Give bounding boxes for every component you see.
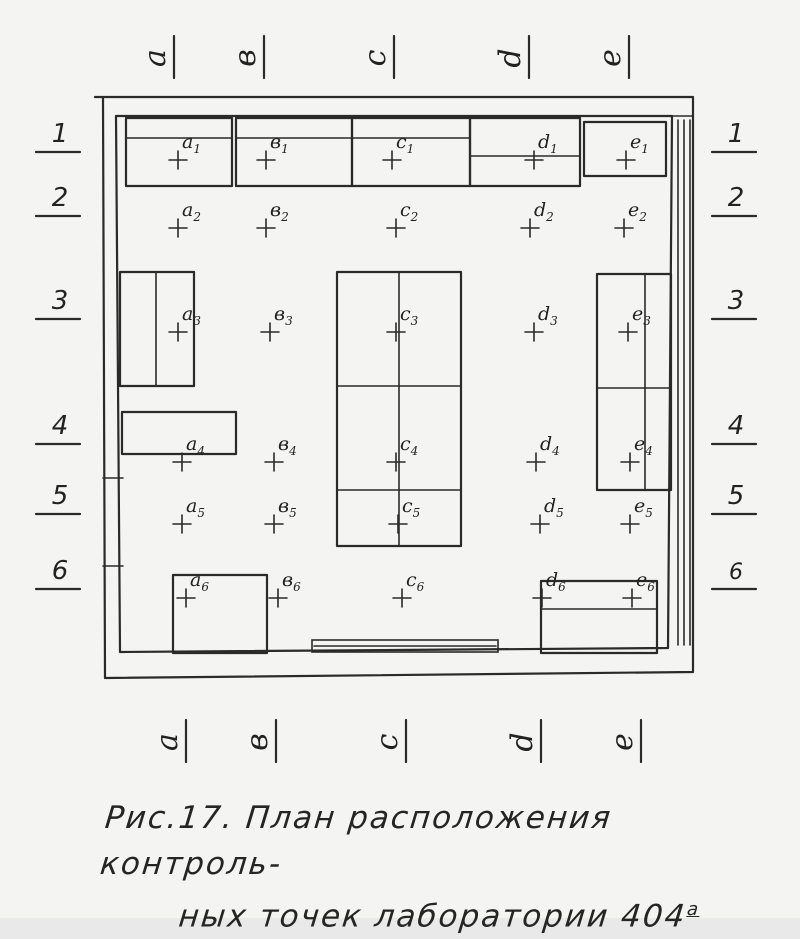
point-label xyxy=(274,303,293,328)
control-point-d3 xyxy=(525,303,558,341)
row-number-right-4 xyxy=(712,411,756,444)
cross-marker xyxy=(261,323,279,341)
point-label xyxy=(628,199,647,224)
cross-marker xyxy=(527,453,545,471)
control-point-a1 xyxy=(169,131,201,169)
cross-marker xyxy=(169,219,187,237)
point-label-index: 5 xyxy=(556,506,564,520)
row-number-left-6 xyxy=(36,556,80,589)
point-label-letter: c xyxy=(402,495,413,517)
point-label-index: 6 xyxy=(293,580,301,594)
point-label xyxy=(270,131,289,156)
point-label xyxy=(538,303,558,328)
point-label xyxy=(546,569,566,594)
point-label xyxy=(186,433,205,458)
point-label xyxy=(636,569,655,594)
control-point-c1 xyxy=(383,131,414,169)
axis-letter-text: a xyxy=(150,733,185,751)
control-point-в5 xyxy=(265,495,297,533)
cross-marker xyxy=(177,589,195,607)
point-label-letter: a xyxy=(186,433,198,455)
axis-letter-top-4 xyxy=(493,36,529,78)
axis-letters-top xyxy=(138,36,629,78)
cross-marker xyxy=(173,453,191,471)
row-number-text: 3 xyxy=(727,286,745,316)
row-number-text: 1 xyxy=(51,119,69,149)
point-label xyxy=(400,303,419,328)
point-label xyxy=(534,199,554,224)
point-label-index: 2 xyxy=(639,210,647,224)
caption-line-2-superscript: а xyxy=(685,899,702,920)
row-number-text: 2 xyxy=(51,183,69,213)
control-point-d4 xyxy=(527,433,560,471)
cross-marker xyxy=(173,515,191,533)
control-point-e6 xyxy=(623,569,655,607)
control-point-e4 xyxy=(621,433,653,471)
point-label xyxy=(270,199,289,224)
control-point-a3 xyxy=(169,303,201,341)
point-label-index: 6 xyxy=(201,580,209,594)
row-number-left-5 xyxy=(36,481,80,514)
point-label-letter: e xyxy=(636,569,648,591)
caption-line-2 xyxy=(92,887,757,939)
cross-marker xyxy=(169,151,187,169)
axis-letter-bottom-5 xyxy=(605,720,641,762)
point-label-index: 2 xyxy=(281,210,289,224)
cross-marker xyxy=(265,515,283,533)
point-label-index: 3 xyxy=(285,314,293,328)
point-label-index: 2 xyxy=(546,210,554,224)
point-label-letter: e xyxy=(630,131,642,153)
point-label-index: 1 xyxy=(641,142,649,156)
axis-letter-top-3 xyxy=(358,36,394,78)
point-label-index: 5 xyxy=(197,506,205,520)
point-label-letter: a xyxy=(190,569,202,591)
cross-marker xyxy=(257,219,275,237)
control-points xyxy=(169,131,655,607)
point-label-letter: c xyxy=(400,199,411,221)
cross-marker xyxy=(389,515,407,533)
cross-marker xyxy=(393,589,411,607)
caption-line-1: Рис.17. План расположения контроль- xyxy=(98,800,614,882)
point-label xyxy=(538,131,558,156)
row-number-text: 1 xyxy=(727,119,745,149)
point-label-letter: в xyxy=(282,569,294,591)
cross-marker xyxy=(533,589,551,607)
control-point-c3 xyxy=(387,303,419,341)
point-label xyxy=(190,569,209,594)
cross-marker xyxy=(521,219,539,237)
row-number-left-1 xyxy=(36,119,80,152)
point-label-letter: в xyxy=(274,303,286,325)
point-label xyxy=(396,131,414,156)
point-label xyxy=(632,303,651,328)
point-label-letter: d xyxy=(546,569,559,591)
point-label xyxy=(182,303,201,328)
row-number-right-2 xyxy=(712,183,756,216)
point-label xyxy=(540,433,560,458)
control-point-в4 xyxy=(265,433,297,471)
row-numbers-right xyxy=(712,119,756,589)
row-number-text: 2 xyxy=(727,183,745,213)
axis-letter-text: d xyxy=(505,732,540,752)
row-number-right-3 xyxy=(712,286,756,319)
point-label-index: 1 xyxy=(406,142,415,156)
control-point-d6 xyxy=(533,569,566,607)
point-label-letter: в xyxy=(278,495,290,517)
control-point-в6 xyxy=(269,569,301,607)
point-label-index: 4 xyxy=(410,444,419,458)
figure-caption xyxy=(92,795,767,939)
point-label-letter: a xyxy=(186,495,198,517)
point-label-index: 3 xyxy=(643,314,651,328)
axis-letter-bottom-2 xyxy=(240,720,276,762)
row-number-right-5 xyxy=(712,481,756,514)
point-label-index: 3 xyxy=(193,314,201,328)
left-cabinets xyxy=(120,272,236,454)
point-label-index: 1 xyxy=(281,142,289,156)
center-table xyxy=(337,272,461,546)
point-label-index: 6 xyxy=(416,580,425,594)
point-label-index: 5 xyxy=(645,506,653,520)
point-label-letter: в xyxy=(270,131,282,153)
axis-letter-top-2 xyxy=(228,36,264,78)
control-point-e3 xyxy=(619,303,651,341)
point-label-letter: e xyxy=(632,303,644,325)
axis-letter-top-1 xyxy=(138,36,174,78)
point-label-letter: a xyxy=(182,131,194,153)
point-label-index: 6 xyxy=(647,580,655,594)
point-label-index: 2 xyxy=(193,210,201,224)
cross-marker xyxy=(531,515,549,533)
cross-marker xyxy=(387,323,405,341)
point-label xyxy=(544,495,564,520)
axis-letter-text: c xyxy=(358,49,393,67)
point-label xyxy=(278,495,297,520)
point-label xyxy=(634,433,653,458)
point-label-index: 1 xyxy=(550,142,558,156)
control-point-a5 xyxy=(173,495,205,533)
control-point-в3 xyxy=(261,303,293,341)
point-label xyxy=(182,199,201,224)
row-number-text: 6 xyxy=(729,560,743,585)
axis-letter-top-5 xyxy=(593,36,629,78)
point-label-letter: e xyxy=(628,199,640,221)
point-label-letter: d xyxy=(540,433,553,455)
row-number-text: 5 xyxy=(727,481,745,511)
point-label xyxy=(634,495,653,520)
point-label xyxy=(400,433,418,458)
row-number-left-3 xyxy=(36,286,80,319)
point-label-index: 6 xyxy=(558,580,566,594)
point-label-index: 2 xyxy=(410,210,419,224)
control-point-a2 xyxy=(169,199,201,237)
point-label-letter: d xyxy=(544,495,557,517)
axis-letter-bottom-4 xyxy=(505,720,541,762)
control-point-e2 xyxy=(615,199,647,237)
control-point-d2 xyxy=(521,199,554,237)
point-label-index: 4 xyxy=(197,444,205,458)
control-point-e1 xyxy=(617,131,649,169)
caption-line-2-main: ных точек лаборатории 404 xyxy=(176,898,689,935)
cross-marker xyxy=(387,453,405,471)
cross-marker xyxy=(257,151,275,169)
row-number-right-6 xyxy=(712,560,756,589)
point-label-index: 5 xyxy=(289,506,297,520)
point-label-index: 4 xyxy=(645,444,653,458)
point-label xyxy=(278,433,297,458)
axis-letter-text: e xyxy=(605,733,640,751)
point-label-letter: c xyxy=(406,569,417,591)
cross-marker xyxy=(169,323,187,341)
row-number-text: 5 xyxy=(51,481,69,511)
control-point-c5 xyxy=(389,495,420,533)
cross-marker xyxy=(525,151,543,169)
point-label xyxy=(182,131,201,156)
control-point-в2 xyxy=(257,199,289,237)
axis-letter-text: a xyxy=(138,49,173,67)
point-label xyxy=(400,199,418,224)
axis-letter-text: d xyxy=(493,48,528,68)
control-point-c4 xyxy=(387,433,418,471)
row-number-text: 3 xyxy=(51,286,69,316)
control-point-d5 xyxy=(531,495,564,533)
row-number-text: 4 xyxy=(727,411,745,441)
control-point-e5 xyxy=(621,495,653,533)
control-point-в1 xyxy=(257,131,289,169)
cross-marker xyxy=(623,589,641,607)
point-label-letter: e xyxy=(634,495,646,517)
point-label-letter: в xyxy=(270,199,282,221)
cross-marker xyxy=(621,453,639,471)
point-label xyxy=(406,569,425,594)
row-number-right-1 xyxy=(712,119,756,152)
cross-marker xyxy=(387,219,405,237)
point-label xyxy=(186,495,205,520)
control-point-d1 xyxy=(525,131,558,169)
row-numbers-left xyxy=(36,119,80,589)
axis-letter-text: в xyxy=(228,49,263,67)
point-label-letter: в xyxy=(278,433,290,455)
point-label xyxy=(282,569,301,594)
row-number-left-2 xyxy=(36,183,80,216)
point-label-letter: d xyxy=(538,303,551,325)
axis-letter-text: c xyxy=(370,733,405,751)
axis-letter-bottom-1 xyxy=(150,720,186,762)
point-label-letter: d xyxy=(534,199,547,221)
axis-letters-bottom xyxy=(150,720,641,762)
row-number-text: 6 xyxy=(51,556,69,586)
cross-marker xyxy=(269,589,287,607)
cross-marker xyxy=(265,453,283,471)
point-label-letter: e xyxy=(634,433,646,455)
point-label-letter: d xyxy=(538,131,551,153)
point-label-letter: c xyxy=(400,433,411,455)
cross-marker xyxy=(617,151,635,169)
point-label-index: 5 xyxy=(412,506,421,520)
point-label-index: 3 xyxy=(410,314,419,328)
cross-marker xyxy=(383,151,401,169)
cross-marker xyxy=(525,323,543,341)
cross-marker xyxy=(619,323,637,341)
point-label-letter: a xyxy=(182,199,194,221)
point-label-index: 4 xyxy=(552,444,560,458)
cross-marker xyxy=(621,515,639,533)
control-point-c6 xyxy=(393,569,425,607)
control-point-c2 xyxy=(387,199,418,237)
point-label-letter: c xyxy=(396,131,407,153)
axis-letter-bottom-3 xyxy=(370,720,406,762)
cross-marker xyxy=(615,219,633,237)
point-label xyxy=(630,131,649,156)
axis-letter-text: в xyxy=(240,733,275,751)
point-label-index: 4 xyxy=(289,444,297,458)
point-label xyxy=(402,495,420,520)
control-point-a4 xyxy=(173,433,205,471)
point-label-letter: a xyxy=(182,303,194,325)
point-label-index: 1 xyxy=(193,142,201,156)
row-number-left-4 xyxy=(36,411,80,444)
point-label-letter: c xyxy=(400,303,411,325)
row-number-text: 4 xyxy=(51,411,69,441)
point-label-index: 3 xyxy=(550,314,558,328)
axis-letter-text: e xyxy=(593,49,628,67)
